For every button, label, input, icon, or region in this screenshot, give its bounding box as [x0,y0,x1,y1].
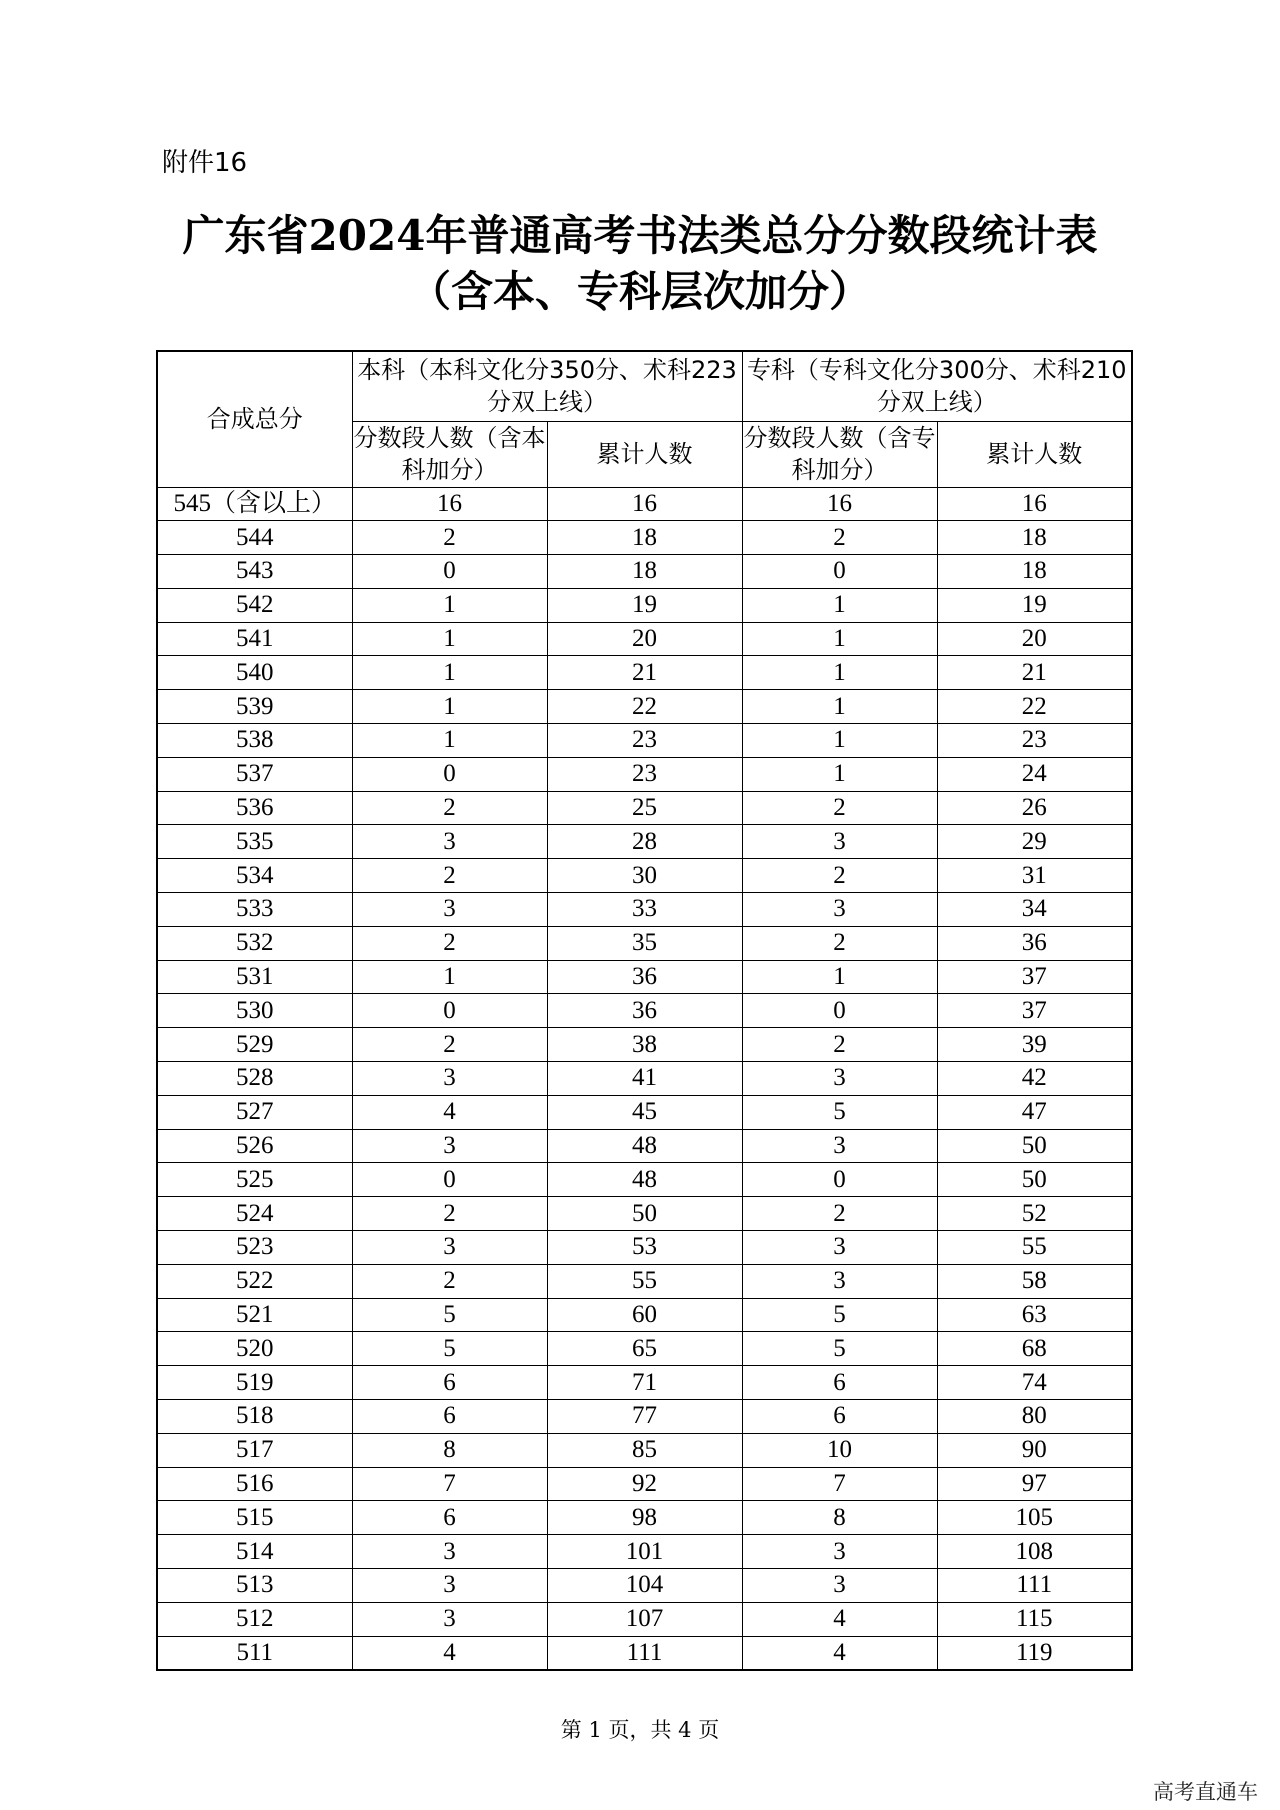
cell-benke-cumulative: 85 [547,1433,742,1467]
cell-benke-cumulative: 30 [547,859,742,893]
table-row [157,1636,1132,1670]
cell-benke-cumulative: 104 [547,1569,742,1603]
cell-benke-count: 2 [352,791,547,825]
cell-zhuanke-count: 1 [742,757,937,791]
cell-zhuanke-count: 0 [742,1163,937,1197]
cell-benke-count: 16 [352,487,547,521]
header-benke-count: 分数段人数（含本科加分） [352,421,547,487]
table-row [157,994,1132,1028]
cell-score: 531 [157,960,352,994]
table-body [157,487,1132,1670]
cell-zhuanke-cumulative: 108 [937,1535,1132,1569]
cell-benke-cumulative: 21 [547,656,742,690]
header-benke-cumulative: 累计人数 [547,421,742,487]
cell-zhuanke-count: 2 [742,859,937,893]
attachment-label: 附件16 [162,148,248,178]
cell-score: 513 [157,1569,352,1603]
cell-score: 520 [157,1332,352,1366]
cell-benke-cumulative: 16 [547,487,742,521]
cell-benke-count: 1 [352,690,547,724]
cell-benke-count: 0 [352,757,547,791]
cell-benke-count: 0 [352,1163,547,1197]
cell-score: 538 [157,724,352,758]
cell-zhuanke-cumulative: 22 [937,690,1132,724]
cell-benke-count: 3 [352,1231,547,1265]
cell-benke-cumulative: 48 [547,1129,742,1163]
cell-score: 527 [157,1095,352,1129]
cell-score: 525 [157,1163,352,1197]
cell-score: 533 [157,893,352,927]
cell-score: 518 [157,1400,352,1434]
cell-benke-cumulative: 98 [547,1501,742,1535]
cell-score: 526 [157,1129,352,1163]
cell-zhuanke-count: 8 [742,1501,937,1535]
cell-benke-cumulative: 23 [547,757,742,791]
cell-zhuanke-cumulative: 50 [937,1129,1132,1163]
cell-benke-count: 2 [352,521,547,555]
cell-zhuanke-count: 0 [742,555,937,589]
cell-benke-count: 3 [352,1569,547,1603]
cell-zhuanke-cumulative: 31 [937,859,1132,893]
cell-zhuanke-cumulative: 119 [937,1636,1132,1670]
cell-zhuanke-cumulative: 111 [937,1569,1132,1603]
cell-score: 517 [157,1433,352,1467]
cell-benke-count: 3 [352,1602,547,1636]
cell-benke-cumulative: 107 [547,1602,742,1636]
cell-benke-count: 2 [352,1028,547,1062]
cell-zhuanke-cumulative: 115 [937,1602,1132,1636]
cell-benke-count: 1 [352,588,547,622]
cell-score: 541 [157,622,352,656]
cell-zhuanke-cumulative: 37 [937,960,1132,994]
cell-zhuanke-count: 7 [742,1467,937,1501]
cell-score: 545（含以上） [157,487,352,521]
cell-benke-count: 4 [352,1636,547,1670]
cell-benke-cumulative: 60 [547,1298,742,1332]
cell-zhuanke-cumulative: 26 [937,791,1132,825]
cell-benke-cumulative: 19 [547,588,742,622]
cell-benke-cumulative: 48 [547,1163,742,1197]
cell-benke-cumulative: 25 [547,791,742,825]
cell-benke-count: 1 [352,656,547,690]
cell-zhuanke-count: 3 [742,1129,937,1163]
cell-benke-count: 6 [352,1400,547,1434]
cell-benke-cumulative: 65 [547,1332,742,1366]
watermark: 高考直通车 [1153,1780,1258,1804]
cell-benke-cumulative: 28 [547,825,742,859]
cell-zhuanke-count: 5 [742,1332,937,1366]
cell-zhuanke-cumulative: 21 [937,656,1132,690]
cell-benke-count: 1 [352,960,547,994]
cell-zhuanke-cumulative: 105 [937,1501,1132,1535]
table-row [157,825,1132,859]
cell-zhuanke-cumulative: 34 [937,893,1132,927]
table-row [157,1602,1132,1636]
cell-benke-cumulative: 18 [547,521,742,555]
score-distribution-table [156,350,1133,1671]
table-row [157,859,1132,893]
cell-benke-cumulative: 18 [547,555,742,589]
table-row [157,1501,1132,1535]
page-footer: 第 1 页，共 4 页 [560,1718,720,1742]
cell-zhuanke-cumulative: 97 [937,1467,1132,1501]
table-row [157,1264,1132,1298]
cell-benke-count: 3 [352,825,547,859]
cell-zhuanke-cumulative: 74 [937,1366,1132,1400]
cell-zhuanke-cumulative: 20 [937,622,1132,656]
table-row [157,690,1132,724]
cell-zhuanke-cumulative: 58 [937,1264,1132,1298]
cell-score: 523 [157,1231,352,1265]
cell-zhuanke-cumulative: 52 [937,1197,1132,1231]
cell-zhuanke-cumulative: 18 [937,555,1132,589]
cell-benke-cumulative: 53 [547,1231,742,1265]
table-row [157,622,1132,656]
table-row [157,1197,1132,1231]
cell-zhuanke-count: 2 [742,1197,937,1231]
table-row [157,487,1132,521]
cell-zhuanke-cumulative: 63 [937,1298,1132,1332]
cell-zhuanke-count: 1 [742,960,937,994]
table-row [157,1366,1132,1400]
cell-zhuanke-count: 1 [742,622,937,656]
table-row [157,1095,1132,1129]
header-zhuanke-group: 专科（专科文化分300分、术科210分双上线） [742,351,1132,421]
cell-benke-cumulative: 77 [547,1400,742,1434]
cell-zhuanke-count: 2 [742,926,937,960]
cell-benke-count: 3 [352,1062,547,1096]
cell-zhuanke-count: 3 [742,1535,937,1569]
cell-score: 530 [157,994,352,1028]
cell-benke-count: 7 [352,1467,547,1501]
cell-zhuanke-count: 3 [742,1062,937,1096]
cell-benke-count: 0 [352,555,547,589]
table-row [157,1231,1132,1265]
cell-benke-count: 6 [352,1366,547,1400]
cell-benke-count: 4 [352,1095,547,1129]
cell-benke-cumulative: 35 [547,926,742,960]
cell-benke-cumulative: 101 [547,1535,742,1569]
cell-benke-count: 6 [352,1501,547,1535]
cell-zhuanke-count: 6 [742,1400,937,1434]
cell-benke-cumulative: 41 [547,1062,742,1096]
table-row [157,1332,1132,1366]
table-row [157,1062,1132,1096]
cell-score: 515 [157,1501,352,1535]
table-row [157,1163,1132,1197]
cell-zhuanke-count: 3 [742,893,937,927]
cell-zhuanke-cumulative: 68 [937,1332,1132,1366]
cell-zhuanke-cumulative: 37 [937,994,1132,1028]
table-row [157,1400,1132,1434]
cell-benke-count: 5 [352,1298,547,1332]
cell-benke-count: 3 [352,1129,547,1163]
cell-zhuanke-count: 1 [742,690,937,724]
cell-zhuanke-count: 3 [742,825,937,859]
cell-score: 534 [157,859,352,893]
cell-zhuanke-count: 5 [742,1095,937,1129]
cell-benke-count: 1 [352,622,547,656]
cell-score: 522 [157,1264,352,1298]
cell-zhuanke-count: 6 [742,1366,937,1400]
cell-zhuanke-count: 1 [742,656,937,690]
cell-zhuanke-count: 2 [742,521,937,555]
cell-score: 524 [157,1197,352,1231]
cell-zhuanke-cumulative: 23 [937,724,1132,758]
table-row [157,791,1132,825]
table-row [157,1298,1132,1332]
cell-benke-cumulative: 20 [547,622,742,656]
table-row [157,724,1132,758]
cell-benke-cumulative: 50 [547,1197,742,1231]
cell-score: 514 [157,1535,352,1569]
cell-zhuanke-count: 1 [742,588,937,622]
cell-benke-count: 3 [352,893,547,927]
cell-benke-cumulative: 45 [547,1095,742,1129]
cell-zhuanke-cumulative: 29 [937,825,1132,859]
cell-score: 516 [157,1467,352,1501]
table-row [157,757,1132,791]
cell-zhuanke-cumulative: 55 [937,1231,1132,1265]
table-row [157,1129,1132,1163]
cell-benke-cumulative: 23 [547,724,742,758]
page-subtitle: （含本、专科层次加分） [408,267,871,316]
table-row [157,1467,1132,1501]
cell-zhuanke-cumulative: 80 [937,1400,1132,1434]
table-row [157,893,1132,927]
table-row [157,960,1132,994]
cell-zhuanke-count: 3 [742,1231,937,1265]
cell-benke-count: 2 [352,859,547,893]
cell-benke-cumulative: 92 [547,1467,742,1501]
cell-score: 528 [157,1062,352,1096]
cell-score: 519 [157,1366,352,1400]
cell-benke-cumulative: 38 [547,1028,742,1062]
header-composite-score: 合成总分 [157,351,352,487]
header-benke-group: 本科（本科文化分350分、术科223分双上线） [352,351,742,421]
cell-zhuanke-count: 2 [742,791,937,825]
table-row [157,926,1132,960]
cell-benke-count: 5 [352,1332,547,1366]
cell-zhuanke-count: 4 [742,1602,937,1636]
cell-score: 529 [157,1028,352,1062]
table-row [157,588,1132,622]
cell-score: 535 [157,825,352,859]
cell-zhuanke-count: 3 [742,1264,937,1298]
header-zhuanke-cumulative: 累计人数 [937,421,1132,487]
cell-score: 512 [157,1602,352,1636]
cell-benke-count: 2 [352,1197,547,1231]
cell-score: 536 [157,791,352,825]
cell-benke-cumulative: 55 [547,1264,742,1298]
table-row [157,1028,1132,1062]
cell-benke-count: 3 [352,1535,547,1569]
cell-benke-cumulative: 22 [547,690,742,724]
cell-zhuanke-cumulative: 16 [937,487,1132,521]
header-zhuanke-count: 分数段人数（含专科加分） [742,421,937,487]
table-row [157,521,1132,555]
cell-benke-count: 2 [352,926,547,960]
cell-score: 543 [157,555,352,589]
cell-zhuanke-count: 1 [742,724,937,758]
cell-zhuanke-count: 0 [742,994,937,1028]
cell-score: 521 [157,1298,352,1332]
table-row [157,1433,1132,1467]
table-row [157,656,1132,690]
cell-zhuanke-count: 3 [742,1569,937,1603]
cell-score: 511 [157,1636,352,1670]
cell-zhuanke-cumulative: 19 [937,588,1132,622]
cell-benke-count: 0 [352,994,547,1028]
cell-zhuanke-count: 5 [742,1298,937,1332]
cell-benke-cumulative: 111 [547,1636,742,1670]
cell-zhuanke-cumulative: 18 [937,521,1132,555]
cell-zhuanke-cumulative: 42 [937,1062,1132,1096]
cell-zhuanke-count: 10 [742,1433,937,1467]
cell-score: 537 [157,757,352,791]
cell-benke-cumulative: 36 [547,960,742,994]
cell-benke-cumulative: 33 [547,893,742,927]
cell-zhuanke-cumulative: 39 [937,1028,1132,1062]
cell-score: 539 [157,690,352,724]
cell-benke-count: 2 [352,1264,547,1298]
cell-score: 532 [157,926,352,960]
cell-zhuanke-cumulative: 36 [937,926,1132,960]
cell-zhuanke-count: 2 [742,1028,937,1062]
table-row [157,1569,1132,1603]
cell-zhuanke-cumulative: 50 [937,1163,1132,1197]
cell-zhuanke-cumulative: 47 [937,1095,1132,1129]
table-row [157,1535,1132,1569]
cell-zhuanke-count: 16 [742,487,937,521]
cell-benke-cumulative: 71 [547,1366,742,1400]
cell-zhuanke-cumulative: 90 [937,1433,1132,1467]
page-title: 广东省2024年普通高考书法类总分分数段统计表 [182,211,1098,260]
cell-score: 540 [157,656,352,690]
cell-benke-cumulative: 36 [547,994,742,1028]
cell-score: 542 [157,588,352,622]
cell-benke-count: 8 [352,1433,547,1467]
cell-benke-count: 1 [352,724,547,758]
table-row [157,555,1132,589]
cell-score: 544 [157,521,352,555]
cell-zhuanke-count: 4 [742,1636,937,1670]
cell-zhuanke-cumulative: 24 [937,757,1132,791]
